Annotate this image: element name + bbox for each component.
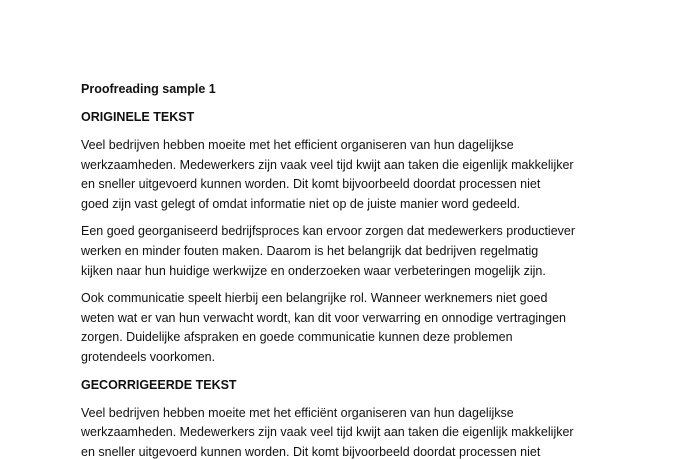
- text-line: Veel bedrijven hebben moeite met het efficiënt organiseren van hun dagelijkse: [81, 405, 514, 420]
- paragraph: [81, 404, 641, 459]
- text-line: goed zijn vast gelegt of omdat informatie niet op de juiste manier word gedeeld.: [81, 196, 521, 211]
- text-line: werkzaamheden. Medewerkers zijn vaak veel tijd kwijt aan taken die eigenlijk makkelijker: [81, 425, 574, 440]
- paragraph: [81, 289, 641, 367]
- text-line: Veel bedrijven hebben moeite met het efficient organiseren van hun dagelijkse: [81, 138, 514, 152]
- text-line: en sneller uitgevoerd kunnen worden. Dit komt bijvoorbeeld doordat processen niet: [81, 177, 541, 192]
- text-line: weten wat er van hun verwacht wordt, kan dit voor verwarring en onnodige vertragingen: [81, 310, 566, 325]
- text-line: grotendeels voorkomen.: [81, 349, 216, 364]
- text-line: werkzaamheden. Medewerkers zijn vaak veel tijd kwijt aan taken die eigenlijk makkelijker: [81, 157, 574, 172]
- paragraph: [81, 136, 641, 214]
- text-line: en sneller uitgevoerd kunnen worden. Dit komt bijvoorbeeld doordat processen niet: [81, 444, 541, 459]
- paragraph: [81, 222, 641, 281]
- text-line: kijken naar hun huidige werkwijze en onderzoeken waar verbeteringen mogelijk zijn.: [81, 263, 546, 278]
- section-heading-original: ORIGINELE TEKST: [81, 110, 195, 124]
- section-heading-corrected: GECORRIGEERDE TEKST: [81, 377, 237, 392]
- text-line: werken en minder fouten maken. Daarom is het belangrijk dat bedrijven regelmatig: [81, 243, 539, 258]
- text-line: Ook communicatie speelt hierbij een belangrijke rol. Wanneer werknemers niet goed: [81, 291, 548, 306]
- text-line: zorgen. Duidelijke afspraken en goede communicatie kunnen deze problemen: [81, 330, 513, 345]
- document-title: Proofreading sample 1: [81, 82, 216, 96]
- text-line: Een goed georganiseerd bedrijfsproces kan ervoor zorgen dat medewerkers productiever: [81, 224, 576, 239]
- document-body: [81, 80, 641, 459]
